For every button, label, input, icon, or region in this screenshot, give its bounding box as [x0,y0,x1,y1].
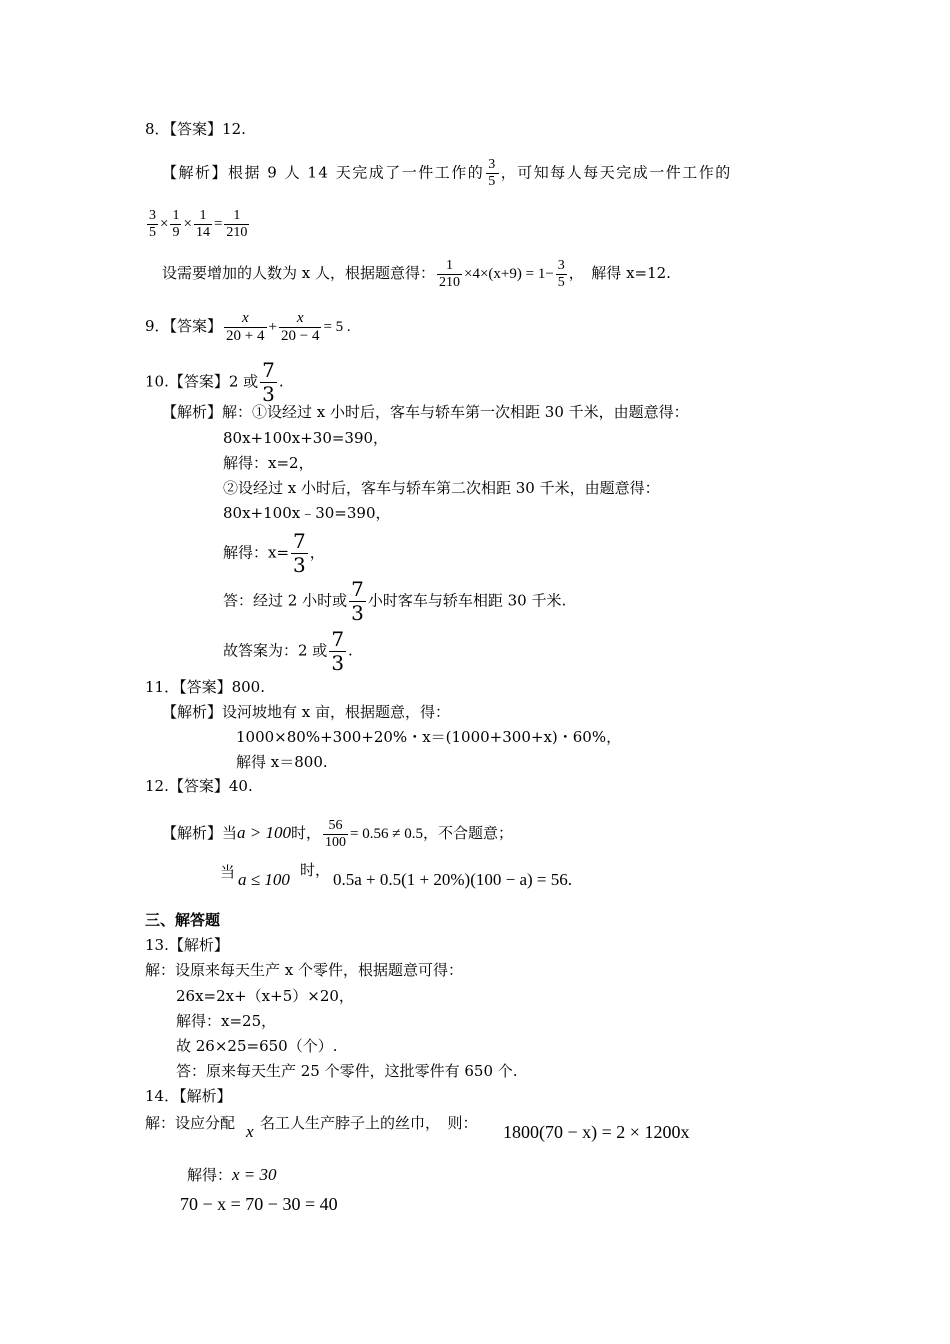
q14-mid: 名工人生产脖子上的丝巾， 则： [260,1114,478,1132]
q10-explanation-line1 [162,402,689,422]
q12-when2: 时， [300,861,331,879]
q8-eq-f1 [437,258,462,291]
q12-frac [323,818,348,851]
q10-line7 [223,578,566,625]
q8-times-1: × [160,216,169,233]
q8-eq-f1-den: 210 [439,275,460,291]
q12-frac-tail: = 0.56 ≠ 0.5 [350,826,423,843]
q11-line1: 1000×80%+300+20%・x＝(1000+300+x)・60%， [236,728,622,746]
q10-line6-den: 3 [293,553,306,577]
q12-frac-den: 100 [325,835,347,851]
q8-calc-res-den: 210 [226,225,248,241]
q10-line8 [223,628,353,675]
q13-line5: 答：原来每天生产 25 个零件，这批零件有 650 个. [176,1062,518,1080]
q12-eq2-end: . [567,870,572,889]
q10-line8-frac [329,628,346,675]
q8-setup [162,258,671,291]
q8-calc-result [224,208,249,241]
q10-line8-den: 3 [331,651,345,675]
q10-line6-frac [291,530,308,577]
q10-prefix: 10.【答案】2 或 [145,372,259,391]
q14-sol: x = 30 [232,1165,277,1184]
q10-line7-num: 7 [351,577,364,601]
q9-f2-num: x [279,310,321,328]
q10-dot: . [278,372,284,391]
q8-calc-f2-num: 1 [170,208,181,225]
q12-expl-pre: 【解析】当 [162,824,238,843]
q11-answer: 11．【答案】800. [145,678,265,696]
q13-line1: 解：设原来每天生产 x 个零件，根据题意可得： [145,961,463,979]
q8-calc-f3-den: 14 [195,225,210,241]
q8-calc-f2 [170,208,181,241]
q8-calc-f3 [194,208,212,241]
q11-expl: 【解析】设河坡地有 x 亩，根据题意，得： [162,703,450,721]
q8-calc-f1-num: 3 [147,208,158,225]
q10-frac-den: 3 [262,382,275,406]
q10-line8-pre: 故答案为：2 或 [223,641,328,660]
q8-explanation [162,157,732,190]
q9-tail: = 5 . [323,319,351,336]
q8-expl-text1: 根据 9 人 14 天完成了一件工作的 [228,163,485,182]
q10-expl-label: 【解析】 [162,403,223,421]
q8-eq-tail: ， 解得 x=12. [568,264,671,283]
q10-line7-frac [349,578,366,625]
q11-line2: 解得 x＝800. [236,753,328,771]
q10-line5: 80x+100x﹣30=390， [223,504,391,522]
q9-f1-num: x [224,310,266,328]
q8-frac-den: 5 [488,174,497,190]
q9-frac-1 [224,310,266,346]
q8-calc-f1-den: 5 [149,225,156,241]
q12-expl [162,818,513,851]
q10-line8-post: . [348,641,353,660]
q13-line2: 26x=2x+（x+5）×20， [176,987,354,1005]
q10-line1: 解：①设经过 x 小时后，客车与轿车第一次相距 30 千米，由题意得： [222,403,689,421]
q10-line6-pre: 解得：x= [223,543,290,562]
q8-setup-text: 设需要增加的人数为 x 人，根据题意得： [162,264,435,283]
q12-frac-num: 56 [323,818,348,835]
q8-eq-f2-den: 5 [557,275,565,291]
q12-case2 [220,862,235,882]
q8-eq-f1-num: 1 [437,258,462,275]
q8-times-2: × [183,216,192,233]
q10-line6 [223,530,325,577]
q14-var: x [246,1122,254,1141]
q8-calc-f2-den: 9 [172,225,180,241]
q10-line3: 解得：x=2， [223,454,314,472]
section3-title: 三、解答题 [145,911,221,929]
q8-calc [145,208,251,241]
q9-f2-den: 20 − 4 [280,328,320,345]
q10-frac-num: 7 [262,358,275,382]
q13-line4: 故 26×25=650（个）. [176,1037,338,1055]
q12-eq2-text: 0.5a + 0.5(1 + 20%)(100 − a) = 56 [333,870,568,889]
q8-answer: 8．【答案】12. [145,120,246,138]
q9-answer [145,310,351,346]
q8-eq-mid: ×4×(x+9) = 1− [464,266,554,283]
q14-line1 [145,1113,235,1133]
q13-line3: 解得：x=25， [176,1012,277,1030]
q13-header: 13.【解析】 [145,936,229,954]
q10-line6-num: 7 [293,529,306,553]
q10-line7-den: 3 [351,601,364,625]
q10-line7-pre: 答：经过 2 小时或 [223,591,348,610]
q8-eq-f2-num: 3 [556,258,567,275]
q10-line6-post: ， [309,543,325,562]
q8-frac-num: 3 [486,157,499,174]
q10-line8-num: 7 [331,627,345,651]
q8-expl-text2: ，可知每人每天完成一件工作的 [500,163,732,182]
q9-f1-den: 20 + 4 [226,328,265,345]
q9-plus: + [268,319,277,336]
q8-eq-f2 [556,258,567,291]
q14-calc: 70 − x = 70 − 30 = 40 [180,1194,338,1214]
q10-line4: ②设经过 x 小时后，客车与轿车第二次相距 30 千米，由题意得： [223,479,660,497]
q9-prefix: 9．【答案】 [145,317,223,336]
q12-eq2 [333,870,572,890]
q12-case2-cond [238,870,290,890]
q12-answer: 12.【答案】40. [145,777,253,795]
q8-calc-f1 [147,208,158,241]
q14-solution [187,1165,277,1185]
q12-cond1: a > 100 [237,823,291,843]
q14-sol-label: 解得： [187,1166,233,1184]
q8-calc-f3-num: 1 [194,208,212,225]
q10-answer [145,359,284,406]
q12-dang: 当 [220,863,236,881]
q10-line7-post: 小时客车与轿车相距 30 千米. [367,591,567,610]
q14-header: 14．【解析】 [145,1087,232,1105]
q12-when1: 时， [291,824,322,843]
q8-fraction-3-5 [486,157,499,190]
q9-frac-2 [279,310,321,346]
q12-cond2: a ≤ 100 [238,870,290,889]
q8-expl-label: 【解析】 [162,163,229,182]
q12-not-match: ，不合题意； [422,824,513,843]
q10-frac [260,359,277,406]
q8-calc-res-num: 1 [224,208,249,225]
q14-eq: 1800(70 − x) = 2 × 1200x [503,1122,690,1142]
q14-pre: 解：设应分配 [145,1114,236,1132]
q10-line2: 80x+100x+30=390， [223,429,389,447]
q8-eq-sign: = [213,216,223,233]
